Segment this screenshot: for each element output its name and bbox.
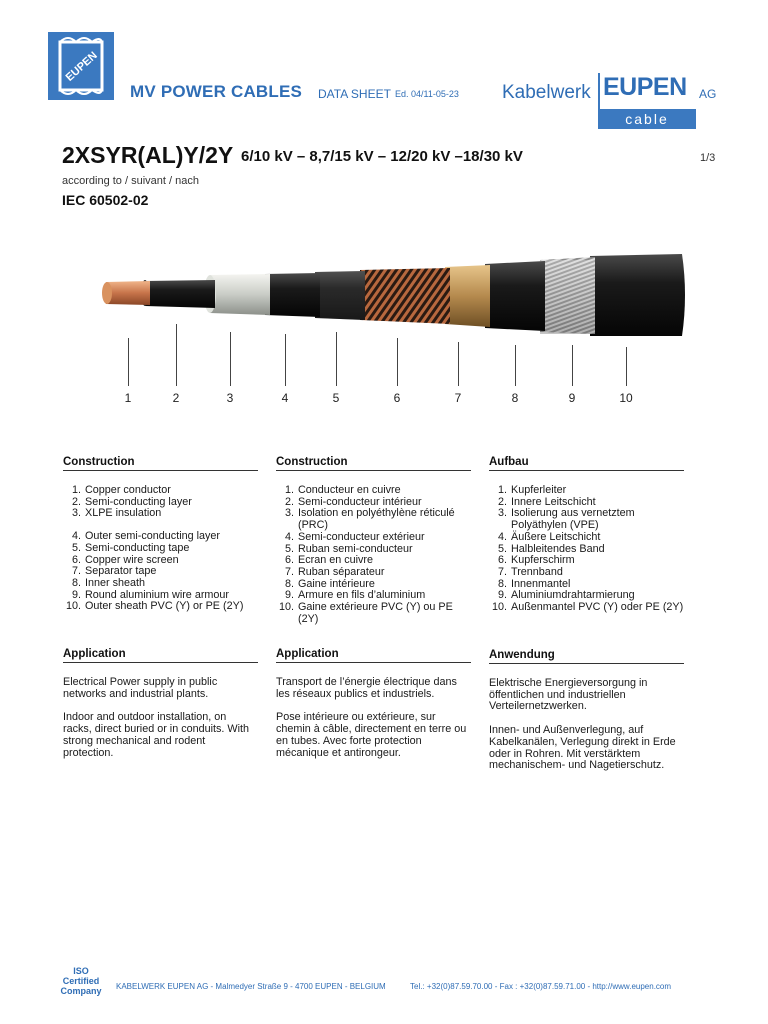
company-logo xyxy=(48,32,114,100)
list-item: 10. Outer sheath PVC (Y) or PE (2Y) xyxy=(65,600,244,613)
application-paragraph: Transport de l’énergie électrique dans les réseaux publics et industriels. xyxy=(276,676,457,700)
list-item: 2. Innere Leitschicht xyxy=(497,495,596,508)
callout-line-7 xyxy=(458,342,459,386)
application-paragraph: Pose intérieure ou extérieure, sur chemin à câble, directement en terre ou en tubes. Avec forte protection mécanique et antirongeur. xyxy=(276,711,467,759)
construction-column-en xyxy=(63,456,258,613)
list-item: 6. Kupferschirm xyxy=(497,554,575,567)
list-item: 1. Conducteur en cuivre xyxy=(284,484,401,496)
callout-number: 4 xyxy=(281,391,289,405)
application-heading: Anwendung xyxy=(489,649,684,664)
page-number: 1/3 xyxy=(700,152,716,164)
callout-number: 9 xyxy=(568,391,576,405)
callout-line-1 xyxy=(128,338,129,386)
data-sheet-label: DATA SHEET xyxy=(318,87,391,101)
list-item: 10. Gaine extérieure PVC (Y) ou PE (2Y) xyxy=(278,601,453,625)
application-paragraph: Elektrische Energieversorgung in öffentlichen und industriellen Verteilernetzwerken. xyxy=(489,677,648,713)
application-paragraph: Indoor and outdoor installation, on racks, direct buried or in conduits. With strong mechanical and rodent protection. xyxy=(63,711,250,759)
iso-line-1: ISO xyxy=(73,966,89,976)
list-item: 3. Isolation en polyéthylène réticulé (PRC) xyxy=(284,507,455,532)
callout-number: 1 xyxy=(124,391,132,405)
application-heading: Application xyxy=(276,648,471,663)
doc-category-title: MV POWER CABLES xyxy=(130,82,303,101)
list-item: 4. Äußere Leitschicht xyxy=(497,530,601,543)
list-item: 4. Outer semi-conducting layer xyxy=(71,530,221,543)
product-name: 2XSYR(AL)Y/2Y xyxy=(62,142,234,168)
list-item: 1. Kupferleiter xyxy=(497,484,567,496)
construction-list xyxy=(489,485,684,614)
brand-ag: AG xyxy=(699,87,717,101)
application-paragraph: Innen- und Außenverlegung, auf Kabelkanälen, Verlegung direkt in Erde oder in Rohren. Mit verstärktem mechanischem- und Nagetierschutz. xyxy=(489,724,676,772)
construction-column-de xyxy=(489,456,684,614)
brand-cable-tag: cable xyxy=(598,109,696,129)
callout-number: 3 xyxy=(226,391,234,405)
cable-cross-section-image xyxy=(90,250,690,340)
brand-kabelwerk: Kabelwerk xyxy=(502,82,591,103)
construction-heading: Construction xyxy=(276,456,471,471)
callout-number: 8 xyxy=(511,391,519,405)
footer-address: KABELWERK EUPEN AG - Malmedyer Straße 9 - 4700 EUPEN - BELGIUM xyxy=(116,982,386,991)
construction-column-fr xyxy=(276,456,471,625)
eupen-logo-icon xyxy=(48,32,114,100)
callout-number: 5 xyxy=(332,391,340,405)
list-item: 7. Ruban séparateur xyxy=(284,565,385,578)
list-item: 5. Halbleitendes Band xyxy=(497,542,605,555)
callout-line-2 xyxy=(176,324,177,386)
construction-heading: Construction xyxy=(63,456,258,471)
callout-line-5 xyxy=(336,332,337,386)
callout-line-10 xyxy=(626,347,627,386)
iso-line-2: Certified xyxy=(62,976,100,986)
callout-line-8 xyxy=(515,345,516,386)
list-item: 7. Trennband xyxy=(497,565,563,578)
iso-certified-badge xyxy=(58,966,104,996)
list-item: 10. Außenmantel PVC (Y) oder PE (2Y) xyxy=(491,601,684,614)
list-item: 5. Ruban semi-conducteur xyxy=(284,542,413,555)
callout-number: 2 xyxy=(172,391,180,405)
callout-number: 10 xyxy=(619,391,633,405)
standard-code: IEC 60502-02 xyxy=(62,192,149,208)
list-item: 2. Semi-conducteur intérieur xyxy=(284,495,422,508)
application-column-de xyxy=(489,649,684,784)
product-voltages: 6/10 kV – 8,7/15 kV – 12/20 kV –18/30 kV xyxy=(241,148,523,165)
list-item: 3. XLPE insulation xyxy=(71,507,162,520)
callout-number: 6 xyxy=(393,391,401,405)
list-item: 8. Innenmantel xyxy=(497,577,571,590)
according-to-label: according to / suivant / nach xyxy=(62,175,199,187)
list-item: 9. Aluminiumdrahtarmierung xyxy=(497,589,635,602)
list-item: 1. Copper conductor xyxy=(71,484,171,496)
list-item: 8. Gaine intérieure xyxy=(284,577,375,590)
construction-list xyxy=(276,485,471,625)
callout-line-3 xyxy=(230,332,231,386)
application-column-en xyxy=(63,648,258,771)
callout-line-9 xyxy=(572,345,573,386)
list-item: 6. Ecran en cuivre xyxy=(284,554,374,567)
list-item: 4. Semi-conducteur extérieur xyxy=(284,530,425,543)
callout-number: 7 xyxy=(454,391,462,405)
callout-line-6 xyxy=(397,338,398,386)
list-item: 6. Copper wire screen xyxy=(71,553,179,566)
callout-line-4 xyxy=(285,334,286,386)
list-item: 9. Armure en fils d’aluminium xyxy=(284,589,426,602)
application-heading: Application xyxy=(63,648,258,663)
list-item: 2. Semi-conducting layer xyxy=(71,495,192,508)
list-item: 3. Isolierung aus vernetztem Polyäthylen (VPE) xyxy=(497,507,635,532)
iso-line-3: Company xyxy=(60,986,102,996)
construction-heading: Aufbau xyxy=(489,456,684,471)
list-item: 9. Round aluminium wire armour xyxy=(71,588,230,601)
footer-contact[interactable]: Tel.: +32(0)87.59.70.00 - Fax : +32(0)87.59.71.00 - http://www.eupen.com xyxy=(410,982,672,991)
list-item: 8. Inner sheath xyxy=(71,576,146,589)
logo-text: EUPEN xyxy=(63,49,100,84)
list-item: 5. Semi-conducting tape xyxy=(71,541,190,554)
application-paragraph: Electrical Power supply in public networks and industrial plants. xyxy=(63,676,218,700)
brand-eupen: EUPEN xyxy=(603,73,687,101)
edition-label: Ed. 04/11-05-23 xyxy=(395,89,459,99)
list-item: 7. Separator tape xyxy=(71,565,157,578)
construction-list xyxy=(63,485,258,613)
application-column-fr xyxy=(276,648,471,771)
